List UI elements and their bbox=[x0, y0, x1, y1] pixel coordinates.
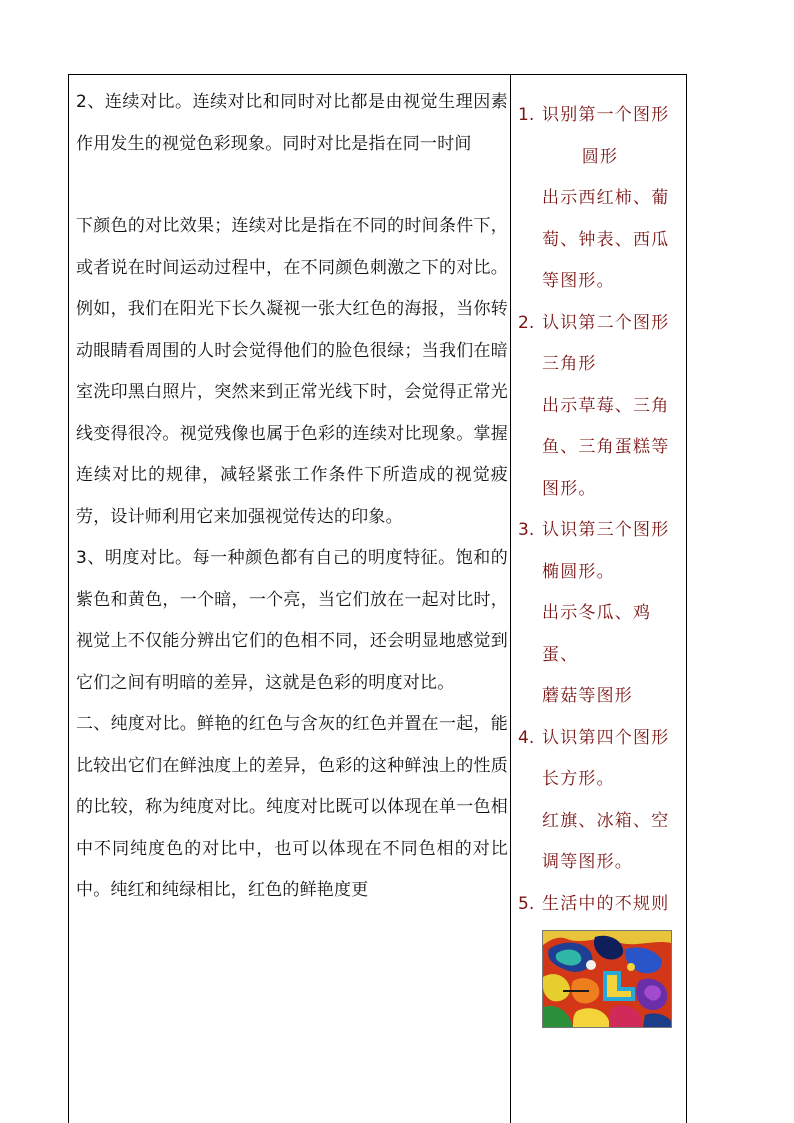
step-line: 萄、钟表、西瓜 bbox=[542, 229, 670, 250]
step-line: 等图形。 bbox=[542, 271, 615, 291]
step-title: 识别第一个图形 bbox=[542, 105, 670, 125]
step-line: 蘑菇等图形 bbox=[542, 686, 633, 706]
step-line: 三角形 bbox=[542, 354, 597, 374]
table-top-border bbox=[68, 74, 687, 75]
step-item-3 bbox=[516, 510, 684, 718]
paragraph-saturation-contrast: 二、纯度对比。鲜艳的红色与含灰的红色并置在一起，能比较出它们在鲜浊度上的差异，色彩的这种鲜浊上的性质的比较，称为纯度对比。纯度对比既可以体现在单一色相中不同纯度色的对比中，也可以体现在不同色相的对比中。纯红和纯绿相比，红色的鲜艳度更 bbox=[76, 714, 508, 900]
step-line: 出示草莓、三角 bbox=[542, 395, 670, 416]
step-line: 圆形 bbox=[581, 146, 619, 167]
step-line: 调等图形。 bbox=[542, 852, 633, 872]
activity-steps-column bbox=[516, 95, 684, 967]
step-number: 2. bbox=[518, 312, 535, 333]
table-column-divider bbox=[510, 74, 511, 1123]
step-number: 1. bbox=[518, 105, 535, 125]
step-line: 椭圆形。 bbox=[542, 561, 615, 582]
step-number: 4. bbox=[518, 727, 535, 748]
paragraph-lightness-contrast: 3、明度对比。每一种颜色都有自己的明度特征。饱和的紫色和黄色，一个暗，一个亮，当它们放在一起对比时，视觉上不仅能分辨出它们的色相不同，还会明显地感觉到它们之间有明暗的差异，这就是色彩的明度对比。 bbox=[76, 548, 508, 693]
step-line: 出示西红柿、葡 bbox=[542, 188, 670, 208]
abstract-painting-icon bbox=[543, 931, 671, 1027]
paragraph-continuous-contrast-part2: 下颜色的对比效果；连续对比是指在不同的时间条件下，或者说在时间运动过程中，在不同颜色刺激之下的对比。例如，我们在阳光下长久凝视一张大红色的海报，当你转动眼睛看周围的人时会觉得他们的脸色很绿；当我们在暗室洗印黑白照片，突然来到正常光线下时，会觉得正常光线变得很冷。视觉残像也属于色彩的连续对比现象。掌握连续对比的规律，减轻紧张工作条件下所造成的视觉疲劳，设计师利用它来加强视觉传达的印象。 bbox=[76, 216, 508, 527]
irregular-shapes-artwork-image bbox=[542, 930, 672, 1028]
step-item-4 bbox=[516, 718, 684, 884]
step-number: 5. bbox=[518, 893, 535, 914]
table-left-border bbox=[68, 74, 69, 1123]
step-title: 认识第二个图形 bbox=[542, 312, 670, 333]
step-number: 3. bbox=[518, 520, 535, 540]
step-title: 认识第四个图形 bbox=[542, 727, 670, 748]
step-item-2 bbox=[516, 303, 684, 511]
lesson-text-column bbox=[76, 82, 508, 912]
step-title: 生活中的不规则 bbox=[542, 893, 670, 914]
paragraph-continuous-contrast-part1: 2、连续对比。连续对比和同时对比都是由视觉生理因素作用发生的视觉色彩现象。同时对比是指在同一时间 bbox=[76, 92, 508, 154]
step-line: 出示冬瓜、鸡蛋、 bbox=[542, 603, 652, 665]
step-item-1 bbox=[516, 95, 684, 303]
step-line: 鱼、三角蛋糕等 bbox=[542, 437, 670, 457]
step-line: 红旗、冰箱、空 bbox=[542, 810, 670, 831]
step-line: 长方形。 bbox=[542, 769, 615, 789]
step-line: 图形。 bbox=[542, 478, 597, 499]
step-title: 认识第三个图形 bbox=[542, 520, 670, 540]
paragraph-gap bbox=[76, 165, 508, 206]
table-right-border bbox=[686, 74, 687, 1123]
